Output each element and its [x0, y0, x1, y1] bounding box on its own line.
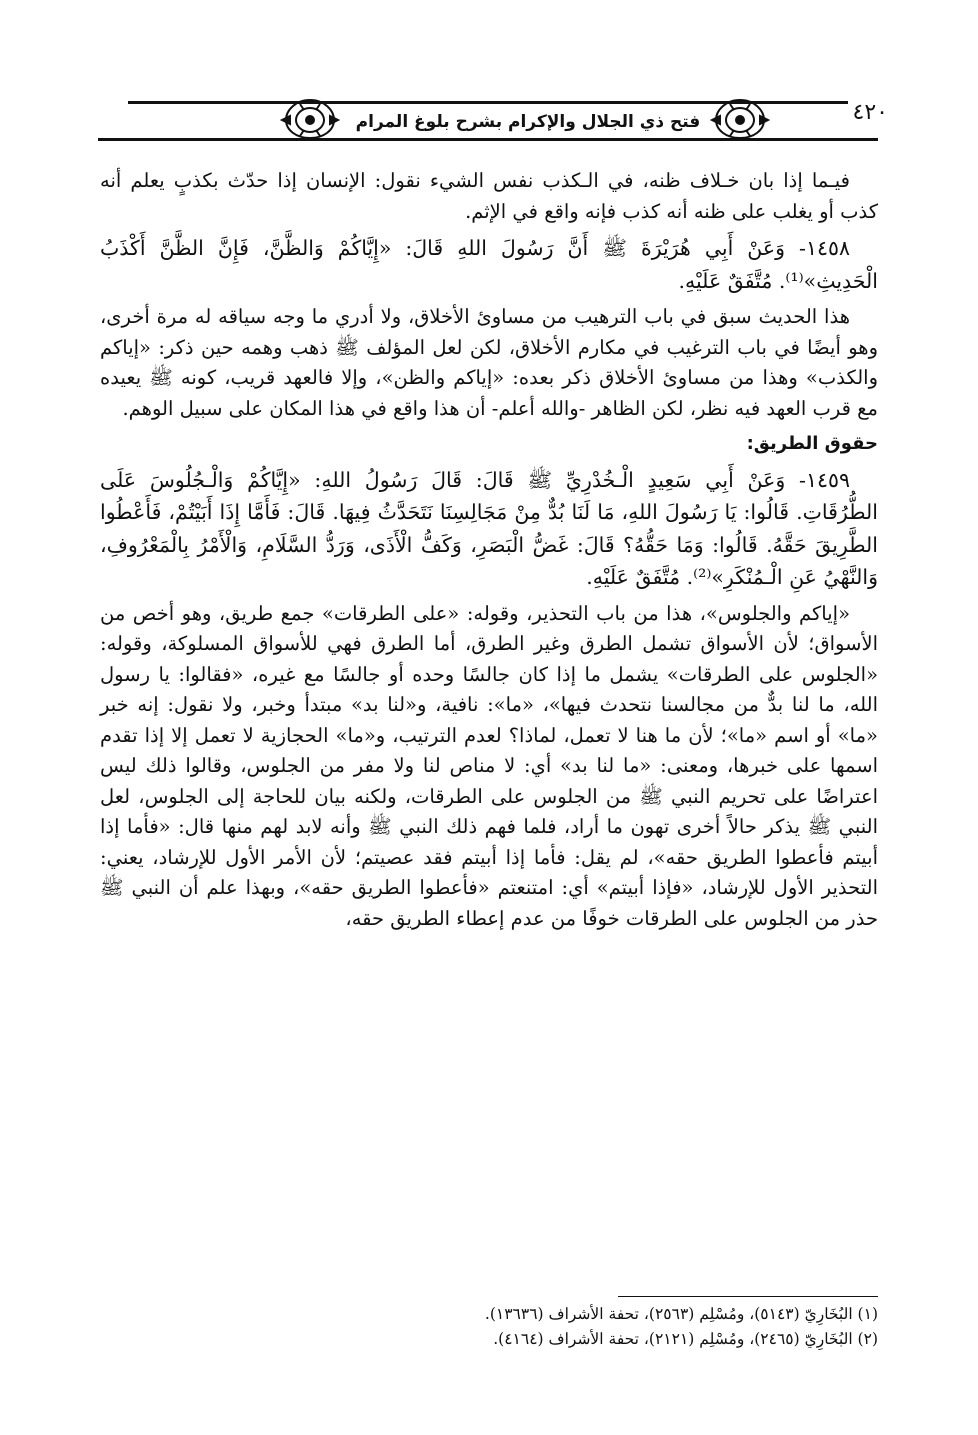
hadith-1458: ١٤٥٨- وَعَنْ أَبِي هُرَيْرَةَ ﷺ أَنَّ رَسُولَ اللهِ قَالَ: «إِيَّاكُمْ وَالظَّنَّ، فَإِنَّ الظَّنَّ أَكْذَبُ الْحَدِيثِ»⁽¹⁾. مُتَّفَقٌ عَلَيْهِ. [100, 236, 878, 293]
footnotes [100, 1302, 878, 1352]
paragraph: هذا الحديث سبق في باب الترهيب من مساوئ الأخلاق، ولا أدري ما وجه سياقه له مرة أخرى، وهو أيضًا في باب الترغيب في مكارم الأخلاق، لكن لعل المؤلف ﷺ ذهب وهمه حين ذكر: «إياكم والكذب» وهذا من مساوئ الأخلاق ذكر بعده: «إياكم والظن»، وإلا فالعهد قريب، كونه ﷺ يعيده مع قرب العهد فيه نظر، لكن الظاهر -والله أعلم- أن هذا واقع في هذا المكان على سبيل الوهم. [100, 305, 878, 420]
footnote: (٢) البُخَارِيّ (٢٤٦٥)، ومُسْلِم (٢١٢١)، تحفة الأشراف (٤١٦٤). [493, 1330, 878, 1348]
book-title: فتح ذي الجلال والإكرام بشرح بلوغ المرام [355, 112, 701, 132]
paragraph: فيـما إذا بان خـلاف ظنه، في الـكذب نفس الشيء نقول: الإنسان إذا حدّث بكذبٍ يعلم أنه كذب أو يغلب على ظنه أنه كذب فإنه واقع في الإثم. [100, 169, 878, 223]
main-text [100, 166, 878, 939]
ornament-right-icon [708, 94, 772, 144]
footnote: (١) البُخَارِيّ (٥١٤٣)، ومُسْلِم (٢٥٦٣)، تحفة الأشراف (١٣٦٣٦). [484, 1305, 878, 1323]
hadith-1459: ١٤٥٩- وَعَنْ أَبِي سَعِيدٍ الْـخُدْرِيِّ ﷺ قَالَ: قَالَ رَسُولُ اللهِ: «إِيَّاكُمْ وَالْـجُلُوسَ عَلَى الطُّرُقَاتِ. قَالُوا: يَا رَسُولَ اللهِ، مَا لَنَا بُدٌّ مِنْ مَجَالِسِنَا نَتَحَدَّثُ فِيهَا. قَالَ: فَأَمَّا إِذَا أَبَيْتُمْ، فَأَعْطُوا الطَّرِيقَ حَقَّهُ. قَالُوا: وَمَا حَقُّهُ؟ قَالَ: غَضُّ الْبَصَرِ، وَكَفُّ الْأَذَى، وَرَدُّ السَّلَامِ، وَالْأَمْرُ بِالْمَعْرُوفِ، وَالنَّهْيُ عَنِ الْـمُنْكَرِ»⁽²⁾. مُتَّفَقٌ عَلَيْهِ. [100, 467, 878, 589]
footnote-divider [618, 1296, 878, 1297]
paragraph: «إياكم والجلوس»، هذا من باب التحذير، وقوله: «على الطرقات» جمع طريق، وهو أخص من الأسواق؛ لأن الأسواق تشمل الطرق وغير الطرق، أما الطرق فهي للأسواق المسلوكة، وقوله: «الجلوس على الطرقات» يشمل ما إذا كان جالسًا وحده أو جالسًا مع غيره، «فقالوا: يا رسول الله، ما لنا بدٌّ من مجالسنا نتحدث فيها»، «ما»: نافية، و«لنا بد» مبتدأ وخبر، ولا نقول: إنه خبر «ما» أو اسم «ما»؛ لأن ما هنا لا تعمل، لماذا؟ لعدم الترتيب، و«ما» الحجازية لا تعمل إلا إذا تقدم اسمها على خبرها، ومعنى: «ما لنا بد» أي: لا مناص لنا ولا مفر من الجلوس، وقالوا ذلك ليس اعتراضًا على تحريم النبي ﷺ من الجلوس على الطرقات، ولكنه بيان للحاجة إلى الجلوس، لعل النبي ﷺ يذكر حالاً أخرى تهون ما أراد، فلما فهم ذلك النبي ﷺ وأنه لابد لهم منها قال: «فأما إذا أبيتم فأعطوا الطريق حقه»، لم يقل: فأما إذا أبيتم فقد عصيتم؛ لأن الأمر الأول للإرشاد، يعني: التحذير الأول للإرشاد، «فإذا أبيتم» أي: امتنعتم «فأعطوا الطريق حقه»، وبهذا علم أن النبي ﷺ حذر من الجلوس على الطرقات خوفًا من عدم إعطاء الطريق حقه، [100, 601, 878, 930]
section-heading: حقوق الطريق: [746, 433, 878, 454]
ornament-left-icon [278, 94, 342, 144]
page-header [98, 92, 888, 160]
page-number: ٤٢٠ [852, 100, 888, 125]
